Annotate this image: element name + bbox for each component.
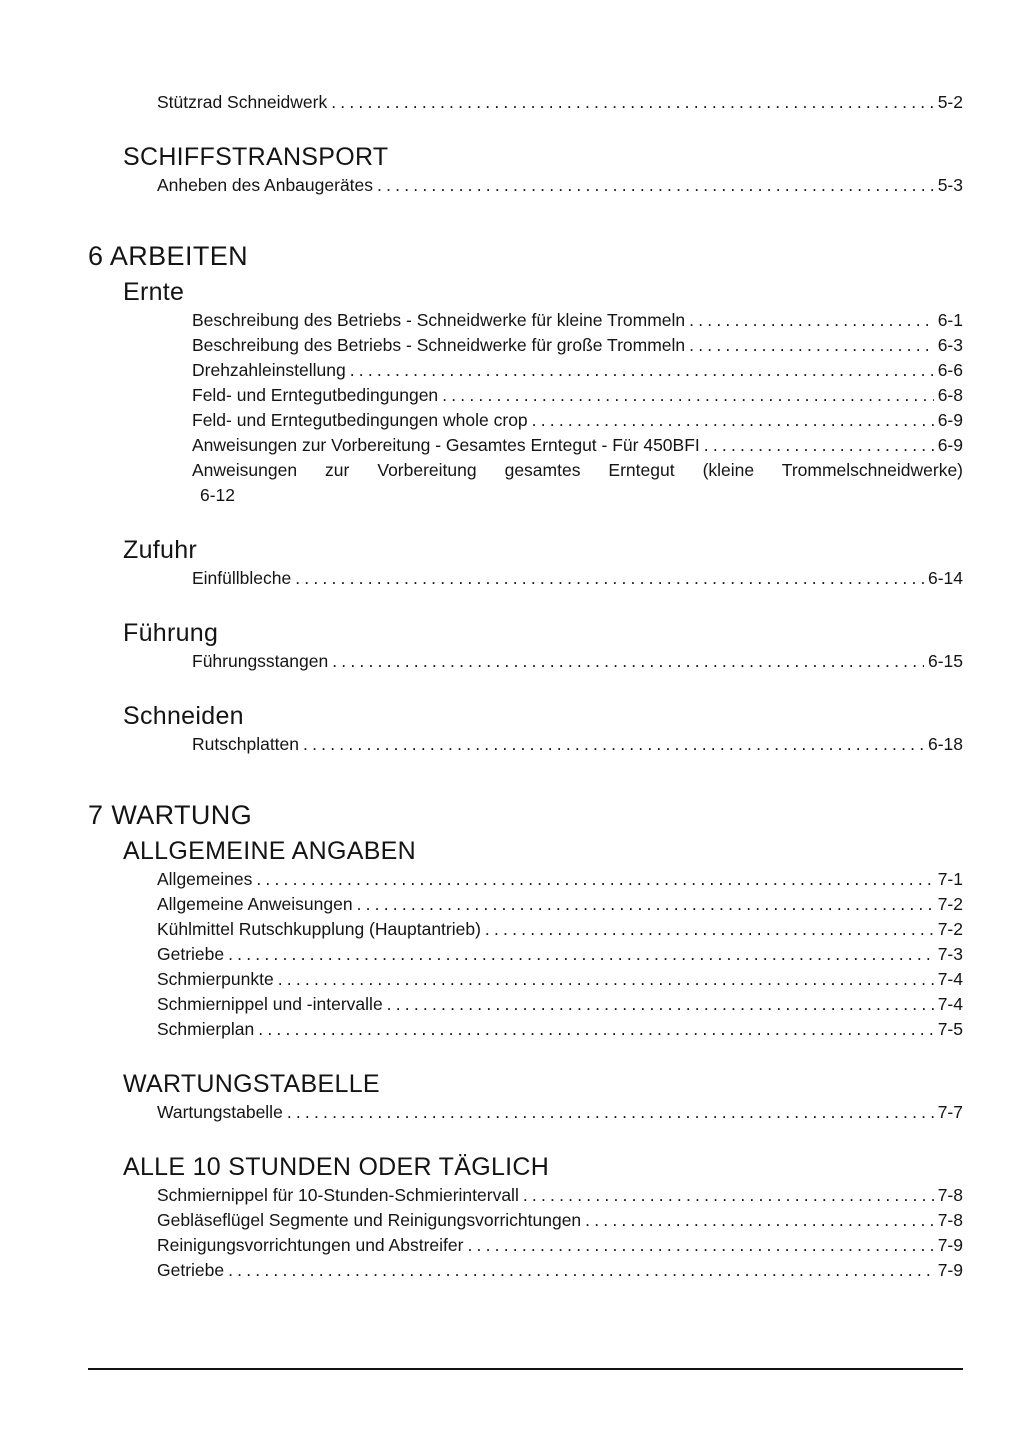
toc-entry-page: 7-2	[937, 894, 963, 914]
dot-leader	[387, 992, 934, 1017]
toc-entry	[192, 308, 963, 333]
toc-entry	[157, 942, 963, 967]
toc-entry-label: Schmiernippel für 10-Stunden-Schmierintervall	[157, 1185, 519, 1205]
dot-leader	[689, 333, 934, 358]
toc-entry	[192, 566, 963, 591]
toc-entry	[157, 892, 963, 917]
toc-entry-page: 6-6	[937, 360, 963, 380]
toc-entry-label: Wartungstabelle	[157, 1102, 283, 1122]
toc-entry-label: Schmierplan	[157, 1019, 255, 1039]
toc-entry-label: Getriebe	[157, 1260, 225, 1280]
dot-leader	[523, 1183, 934, 1208]
toc-entry-page: 6-1	[937, 310, 963, 330]
toc-entry-page: 7-1	[937, 869, 963, 889]
toc-entry	[192, 433, 963, 458]
toc-entry-page: 5-3	[937, 175, 963, 195]
toc-entry	[157, 1208, 963, 1233]
dot-leader	[278, 967, 934, 992]
toc-entry-page: 7-8	[937, 1210, 963, 1230]
toc-entry-page: 6-14	[927, 568, 963, 588]
toc-entry-label: Führungsstangen	[192, 651, 329, 671]
toc-entry-page: 5-2	[937, 92, 963, 112]
dot-leader	[331, 90, 933, 115]
toc-entry-label: Drehzahleinstellung	[192, 360, 346, 380]
dot-leader	[228, 942, 934, 967]
dot-leader	[442, 383, 934, 408]
dot-leader	[332, 649, 924, 674]
section-heading: Zufuhr	[123, 536, 198, 564]
toc-entry-page: 7-5	[937, 1019, 963, 1039]
toc-entry-page: 6-9	[937, 435, 963, 455]
toc-entry-label: Getriebe	[157, 944, 225, 964]
section-heading: WARTUNGSTABELLE	[123, 1070, 380, 1098]
toc-entry-label: Anheben des Anbaugerätes	[157, 175, 374, 195]
dot-leader	[303, 732, 924, 757]
toc-entry	[157, 1258, 963, 1283]
toc-entry-label: Reinigungsvorrichtungen und Abstreifer	[157, 1235, 464, 1255]
toc-entry-label: Allgemeines	[157, 869, 253, 889]
toc-entry	[192, 358, 963, 383]
dot-leader	[585, 1208, 934, 1233]
toc-entry	[192, 458, 963, 508]
toc-entry	[157, 967, 963, 992]
toc-entry	[157, 867, 963, 892]
toc-entry-label: Anweisungen zur Vorbereitung - Gesamtes Erntegut - Für 450BFI	[192, 435, 700, 455]
section-heading: Schneiden	[123, 702, 244, 730]
toc-entry-label: Gebläseflügel Segmente und Reinigungsvorrichtungen	[157, 1210, 582, 1230]
toc-entry-label: Rutschplatten	[192, 734, 300, 754]
dot-leader	[258, 1017, 933, 1042]
dot-leader	[704, 433, 934, 458]
dot-leader	[287, 1100, 934, 1125]
toc-entry	[192, 732, 963, 757]
toc-entry	[192, 383, 963, 408]
toc-entry-page: 7-4	[937, 994, 963, 1014]
toc-entry	[157, 1183, 963, 1208]
dot-leader	[256, 867, 933, 892]
toc-entry	[192, 333, 963, 358]
toc-entry-page: 7-9	[937, 1260, 963, 1280]
dot-leader	[228, 1258, 934, 1283]
toc-entry-page: 6-3	[937, 335, 963, 355]
toc-entry	[157, 1100, 963, 1125]
toc-entry-label: Stützrad Schneidwerk	[157, 92, 328, 112]
section-heading: SCHIFFSTRANSPORT	[123, 143, 389, 171]
dot-leader	[377, 173, 934, 198]
toc-entry	[157, 992, 963, 1017]
toc-entry-page: 6-12	[200, 485, 236, 505]
toc-entry-label: Schmierpunkte	[157, 969, 274, 989]
toc-entry	[157, 1017, 963, 1042]
toc-entry-page: 6-18	[927, 734, 963, 754]
dot-leader	[532, 408, 934, 433]
toc-entry-page: 6-8	[937, 385, 963, 405]
toc-entry-label: Anweisungen zur Vorbereitung gesamtes Erntegut (kleine Trommelschneidwerke)	[192, 460, 963, 480]
bottom-rule	[88, 1368, 963, 1370]
toc-entry-page: 7-9	[937, 1235, 963, 1255]
toc-entry	[157, 1233, 963, 1258]
toc-entry-label: Einfüllbleche	[192, 568, 292, 588]
toc-entry-label: Schmiernippel und -intervalle	[157, 994, 383, 1014]
toc-entry-page: 6-9	[937, 410, 963, 430]
dot-leader	[350, 358, 934, 383]
toc-entry-label: Feld- und Erntegutbedingungen whole crop	[192, 410, 528, 430]
toc-entry	[157, 173, 963, 198]
toc-entry-page: 7-4	[937, 969, 963, 989]
toc-entry-page: 7-8	[937, 1185, 963, 1205]
toc-entry-label: Beschreibung des Betriebs - Schneidwerke für kleine Trommeln	[192, 310, 686, 330]
section-heading: Führung	[123, 619, 219, 647]
section-heading: ALLE 10 STUNDEN ODER TÄGLICH	[123, 1153, 550, 1181]
toc-entry-label: Feld- und Erntegutbedingungen	[192, 385, 439, 405]
toc-entry	[157, 917, 963, 942]
toc-entry-label: Beschreibung des Betriebs - Schneidwerke für große Trommeln	[192, 335, 686, 355]
toc-entry-label: Allgemeine Anweisungen	[157, 894, 353, 914]
dot-leader	[357, 892, 934, 917]
dot-leader	[467, 1233, 933, 1258]
toc-entry	[192, 649, 963, 674]
toc-entry-page: 6-15	[927, 651, 963, 671]
toc-entry-page: 7-2	[937, 919, 963, 939]
section-heading: Ernte	[123, 278, 185, 306]
dot-leader	[689, 308, 934, 333]
chapter-heading: 6 ARBEITEN	[88, 241, 249, 271]
toc-entry-page: 7-3	[937, 944, 963, 964]
chapter-heading: 7 WARTUNG	[88, 800, 253, 830]
toc-entry	[157, 90, 963, 115]
dot-leader	[485, 917, 934, 942]
toc-entry-label: Kühlmittel Rutschkupplung (Hauptantrieb)	[157, 919, 481, 939]
section-heading: ALLGEMEINE ANGABEN	[123, 837, 416, 865]
toc-entry	[192, 408, 963, 433]
dot-leader	[295, 566, 924, 591]
toc-entry-page: 7-7	[937, 1102, 963, 1122]
